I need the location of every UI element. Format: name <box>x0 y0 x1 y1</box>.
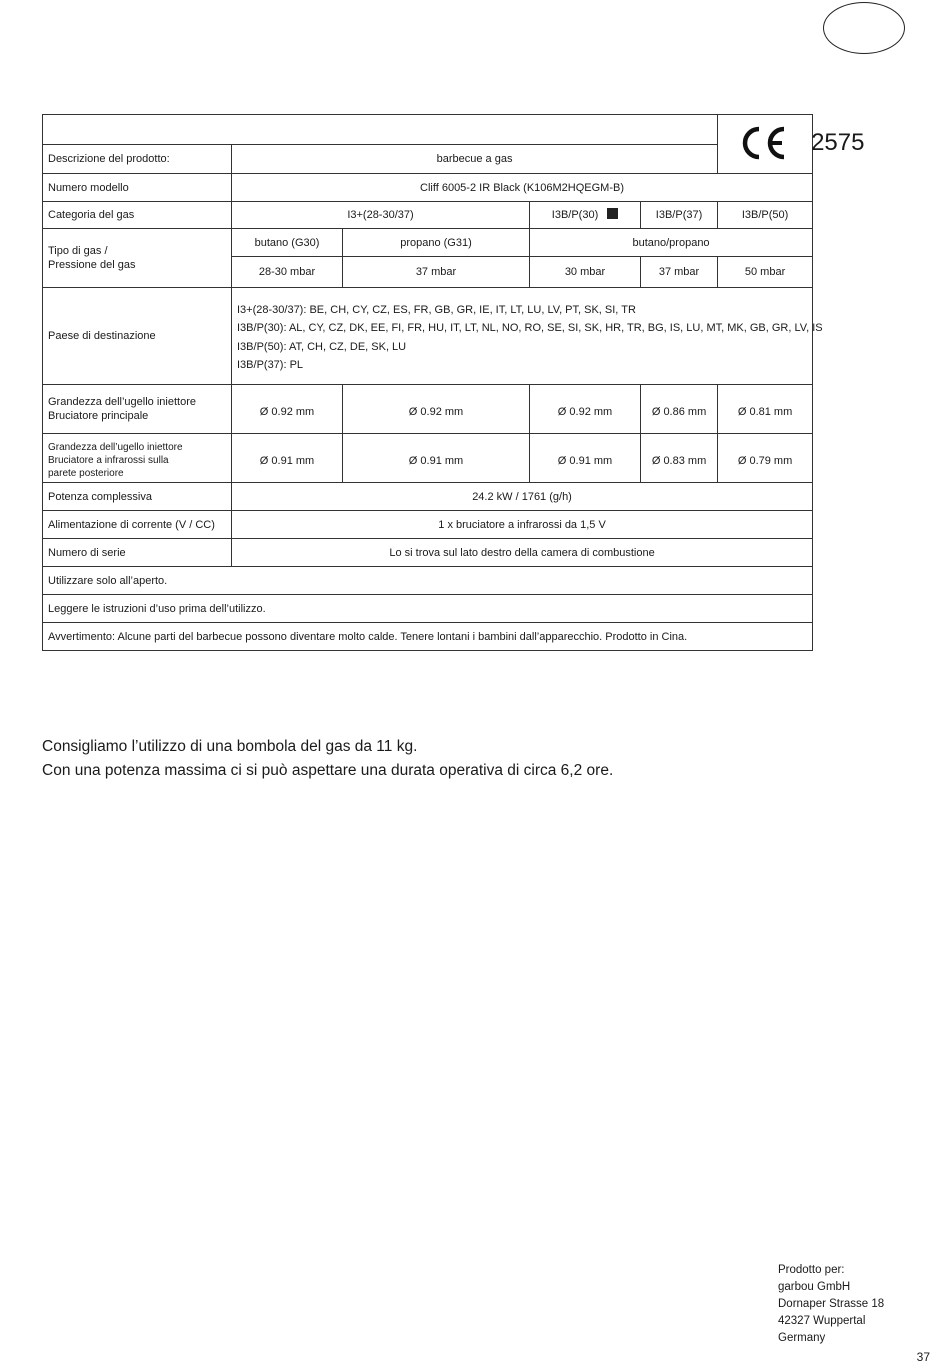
gas-pressure: 37 mbar <box>343 257 530 288</box>
ce-cell <box>718 115 865 174</box>
nozzle-value: Ø 0.92 mm <box>530 385 641 434</box>
country-line: I3+(28-30/37): BE, CH, CY, CZ, ES, FR, GB, GR, IE, IT, LT, LU, LV, PT, SK, SI, TR <box>237 303 636 316</box>
instructions-notice: Leggere le istruzioni d’uso prima dell’utilizzo. <box>43 595 813 623</box>
outdoor-notice: Utilizzare solo all’aperto. <box>43 567 813 595</box>
alimentazione-label: Alimentazione di corrente (V / CC) <box>43 511 232 539</box>
table-row <box>43 174 813 202</box>
gas-pressure: 28-30 mbar <box>232 257 343 288</box>
nozzle-value: Ø 0.91 mm <box>530 434 641 483</box>
alimentazione-value: 1 x bruciatore a infrarossi da 1,5 V <box>232 511 813 539</box>
descrizione-label: Descrizione del prodotto: <box>43 145 232 174</box>
nozzle-value: Ø 0.92 mm <box>343 385 530 434</box>
ce-number: 2575 <box>811 129 865 156</box>
categoria-label: Categoria del gas <box>43 202 232 229</box>
ce-mark-icon <box>740 125 790 161</box>
nozzle-value: Ø 0.91 mm <box>343 434 530 483</box>
ugello-infrarossi-label: Grandezza dell’ugello iniettore Bruciatore a infrarossi sulla parete posteriore <box>43 434 232 483</box>
gas-type: butano/propano <box>530 229 813 257</box>
table-row <box>43 385 813 434</box>
gas-pressure: 50 mbar <box>718 257 813 288</box>
modello-value: Cliff 6005-2 IR Black (K106M2HQEGM-B) <box>232 174 813 202</box>
categoria-cat: I3B/P(50) <box>718 202 813 229</box>
table-row <box>43 483 813 511</box>
selected-square-icon <box>607 208 618 219</box>
table-row <box>43 623 813 651</box>
categoria-cat: I3+(28-30/37) <box>232 202 530 229</box>
country-line: I3B/P(37): PL <box>237 359 304 371</box>
table-row <box>43 567 813 595</box>
paese-value <box>232 288 823 385</box>
potenza-label: Potenza complessiva <box>43 483 232 511</box>
gas-type: propano (G31) <box>343 229 530 257</box>
manufacturer-address: Prodotto per: garbou GmbH Dornaper Strasse 18 42327 Wuppertal Germany <box>778 1264 885 1344</box>
nozzle-value: Ø 0.91 mm <box>232 434 343 483</box>
table-row <box>43 539 813 567</box>
page-number: 37 <box>916 1350 930 1364</box>
table-row <box>43 434 813 483</box>
nozzle-value: Ø 0.79 mm <box>718 434 813 483</box>
nozzle-value: Ø 0.86 mm <box>641 385 718 434</box>
categoria-cat-selected: I3B/P(30) <box>530 202 641 229</box>
runtime-note: Con una potenza massima ci si può aspettare una durata operativa di circa 6,2 ore. <box>42 762 614 779</box>
table-row <box>43 229 813 257</box>
gas-type: butano (G30) <box>232 229 343 257</box>
potenza-value: 24.2 kW / 1761 (g/h) <box>232 483 813 511</box>
nozzle-value: Ø 0.83 mm <box>641 434 718 483</box>
header-blank-cell <box>43 115 718 145</box>
serie-value: Lo si trova sul lato destro della camera di combustione <box>232 539 813 567</box>
table-row <box>43 595 813 623</box>
modello-label: Numero modello <box>43 174 232 202</box>
table-row <box>43 145 813 174</box>
language-oval-marker <box>823 2 905 54</box>
table-row <box>43 511 813 539</box>
table-row <box>43 202 813 229</box>
table-header-row <box>43 115 813 145</box>
nozzle-value: Ø 0.81 mm <box>718 385 813 434</box>
categoria-cat: I3B/P(37) <box>641 202 718 229</box>
table-row <box>43 288 813 385</box>
country-line: I3B/P(50): AT, CH, CZ, DE, SK, LU <box>237 340 407 353</box>
gas-pressure: 37 mbar <box>641 257 718 288</box>
tipo-label: Tipo di gas / Pressione del gas <box>43 229 232 288</box>
cylinder-recommendation: Consigliamo l’utilizzo di una bombola del gas da 11 kg. <box>42 738 418 755</box>
nozzle-value: Ø 0.92 mm <box>232 385 343 434</box>
descrizione-value: barbecue a gas <box>232 145 718 174</box>
warning-notice: Avvertimento: Alcune parti del barbecue possono diventare molto calde. Tenere lontani i bambini dall’apparecchio. Prodotto in Cina. <box>43 623 813 651</box>
serie-label: Numero di serie <box>43 539 232 567</box>
gas-pressure: 30 mbar <box>530 257 641 288</box>
country-line: I3B/P(30): AL, CY, CZ, DK, EE, FI, FR, HU, IT, LT, NL, NO, RO, SE, SI, SK, HR, TR, BG, IS, LU, MT, MK, GB, GR, LV, IS <box>237 322 823 334</box>
ugello-principale-label: Grandezza dell’ugello iniettore Bruciatore principale <box>43 385 232 434</box>
paese-label: Paese di destinazione <box>43 288 232 385</box>
spec-table <box>42 114 865 651</box>
